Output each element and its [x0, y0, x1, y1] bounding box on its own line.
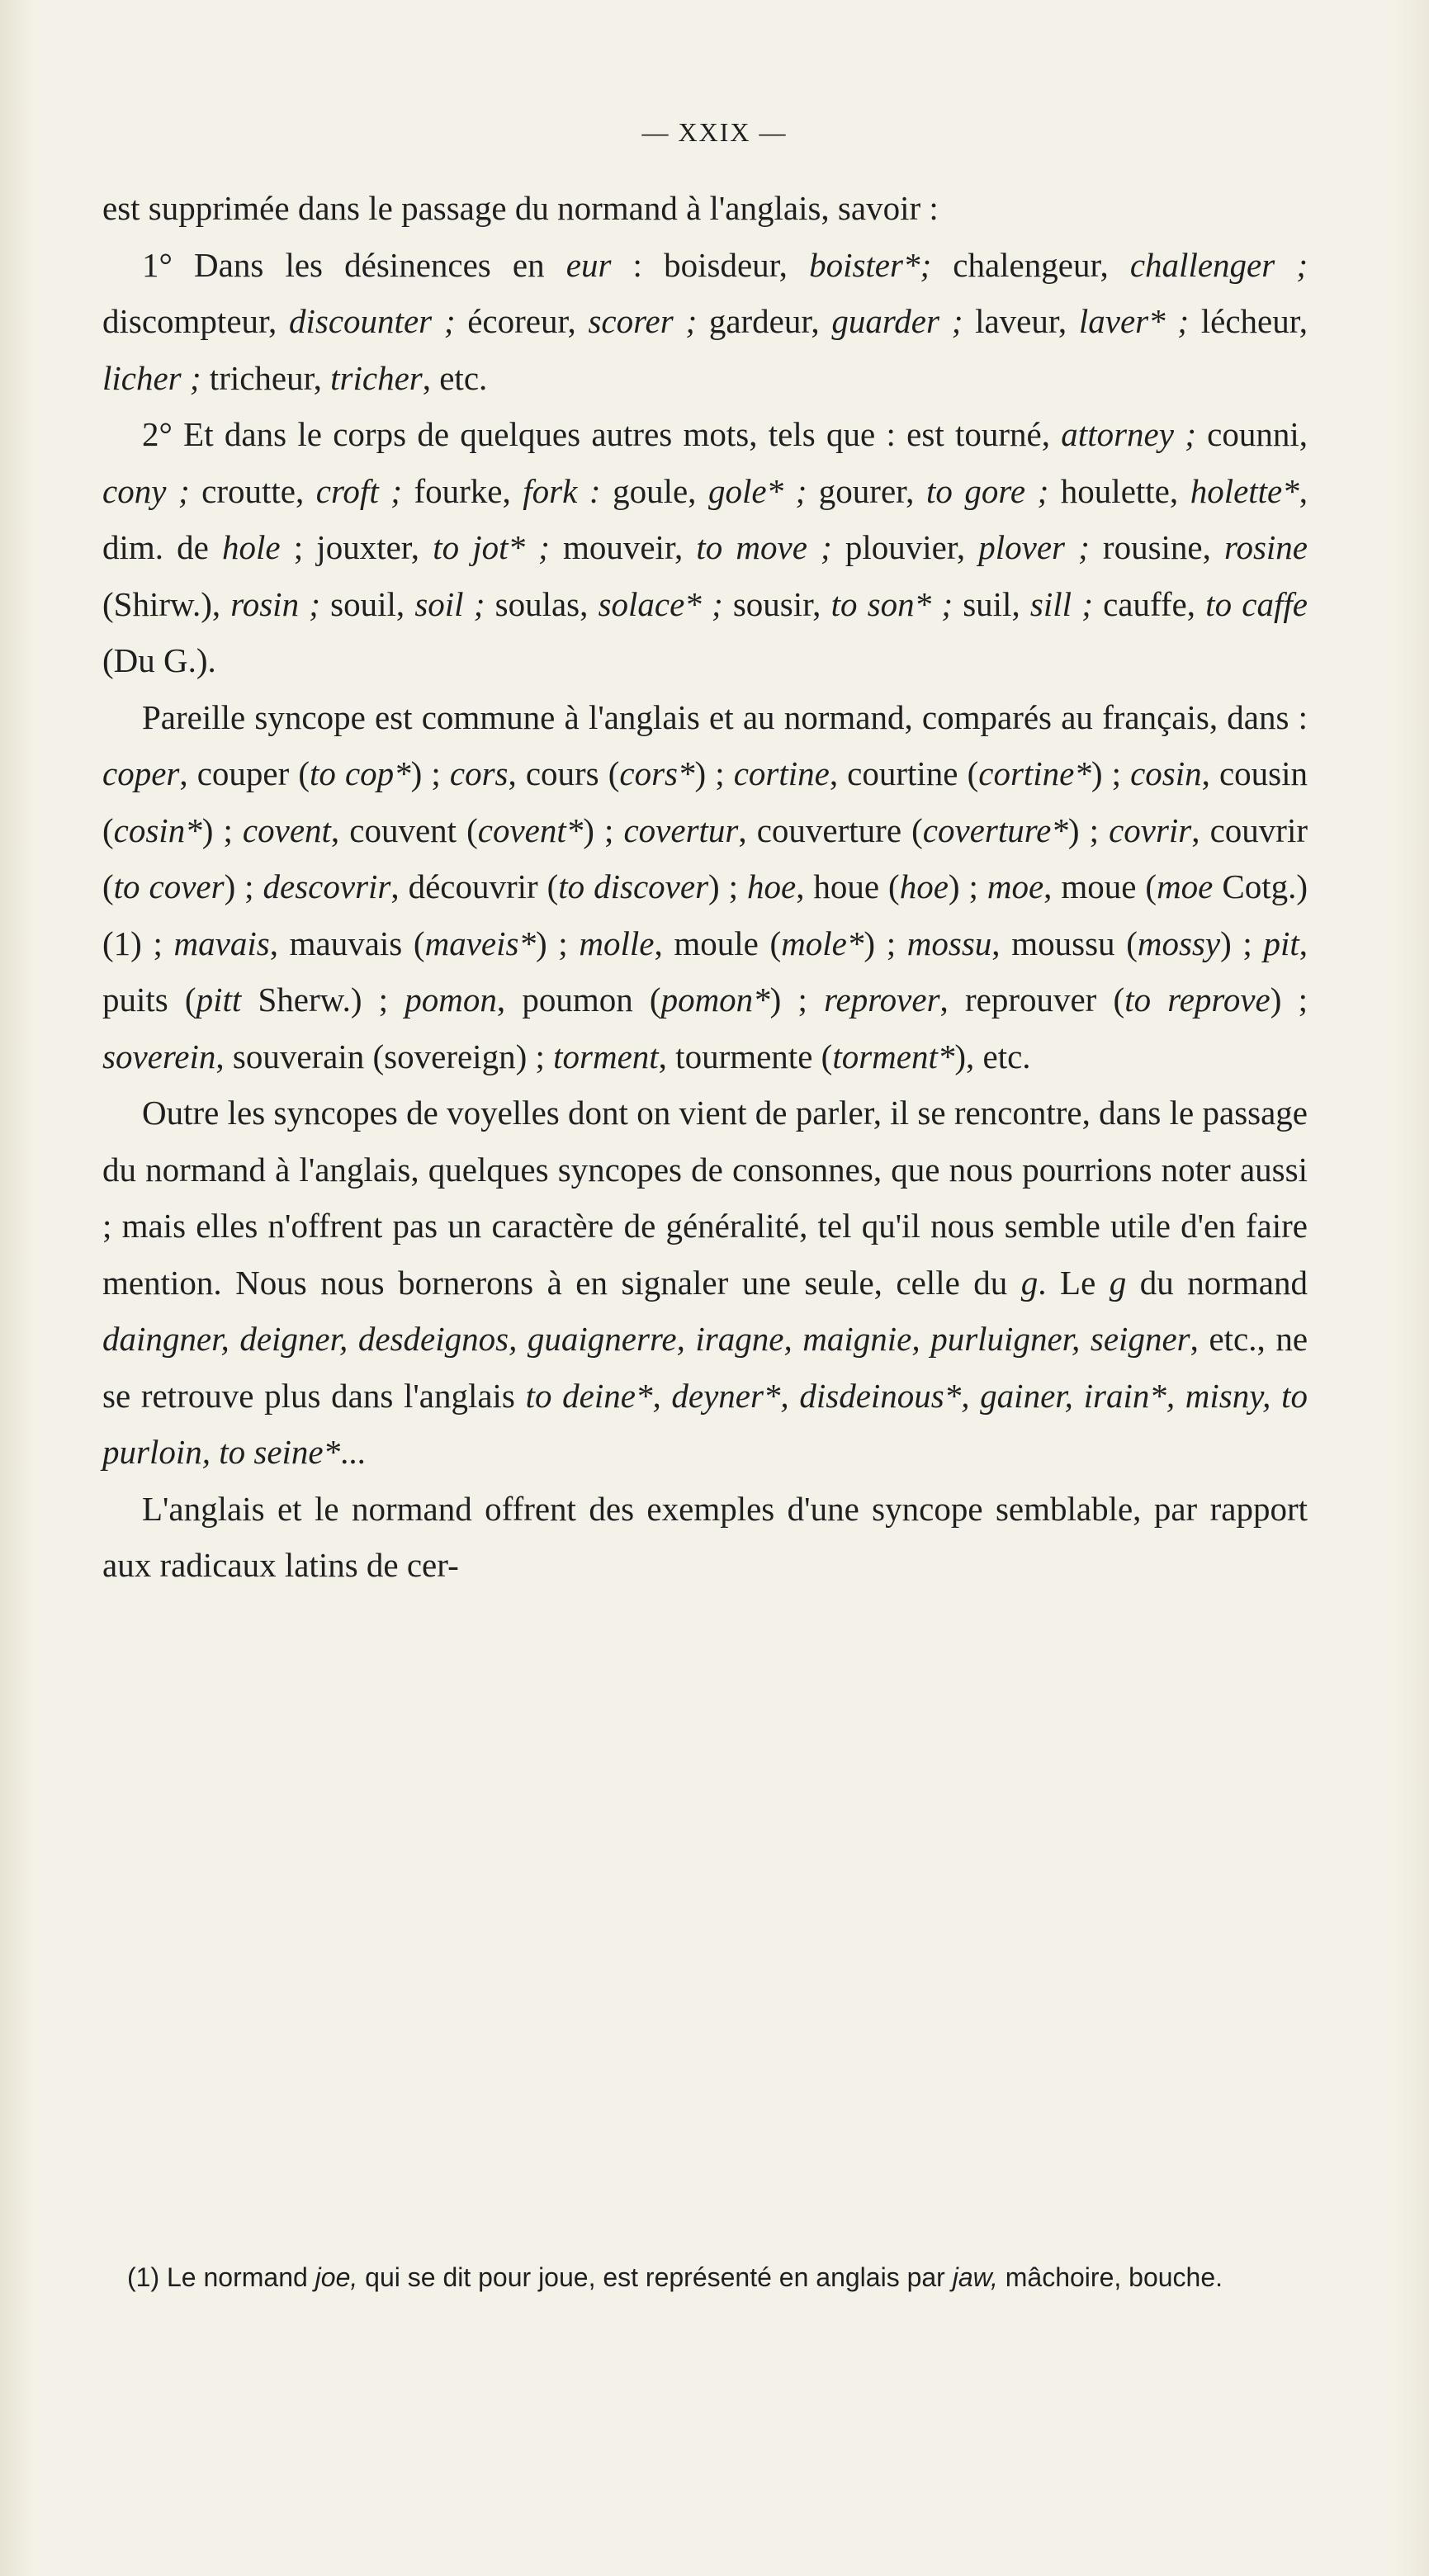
text-run: , reprouver ( [939, 981, 1125, 1019]
italic-term: hole [222, 528, 281, 566]
text-run: , couper ( [179, 754, 310, 792]
italic-term: soverein [102, 1037, 216, 1075]
italic-term: to discover [558, 867, 709, 905]
text-run: ) ; [769, 981, 825, 1019]
text-run: du normand [1126, 1263, 1308, 1302]
body-text [102, 180, 1308, 1594]
text-run: ) ; [1270, 981, 1308, 1019]
italic-term: discounter ; [289, 302, 456, 340]
text-run: suil, [953, 584, 1030, 623]
italic-term: pomon [405, 981, 497, 1019]
italic-term: solace* ; [598, 584, 723, 623]
text-run: fourke, [401, 471, 523, 510]
italic-term: covertur [623, 811, 739, 849]
italic-term: torment [553, 1037, 659, 1075]
italic-term: rosine [1224, 528, 1308, 566]
italic-term: to son* ; [830, 584, 953, 623]
text-run: ), etc. [954, 1037, 1031, 1075]
text-run: counni, [1195, 415, 1308, 453]
italic-term: to cop* [309, 754, 411, 792]
paragraph-2 [102, 237, 1308, 407]
text-run: croutte, [189, 471, 316, 510]
italic-term: boister*; [809, 245, 932, 284]
text-run: sousir, [722, 584, 831, 623]
italic-term: cortine* [978, 754, 1091, 792]
italic-term: to reprove [1124, 981, 1270, 1019]
text-run: rousine, [1089, 528, 1225, 566]
text-run: Cotg.) (1) ; [102, 867, 1308, 962]
italic-term: tricher [330, 358, 423, 397]
text-run: ) ; [583, 811, 624, 849]
italic-term: mossy [1137, 924, 1221, 962]
text-run: tricheur, [201, 358, 331, 397]
text-run: (1) Le normand [127, 2262, 315, 2292]
italic-term: molle [579, 924, 655, 962]
text-run: ) ; [224, 867, 263, 905]
italic-term: hoe [746, 867, 797, 905]
paragraph-5 [102, 1085, 1308, 1481]
italic-term: cosin [1130, 754, 1202, 792]
italic-term: eur [565, 245, 612, 284]
text-run: lécheur, [1189, 302, 1308, 340]
italic-term: daingner, deigner, desdeignos, guaignerre, iragne, maignie, purluigner, seigner [102, 1320, 1190, 1358]
text-run: plouvier, [831, 528, 979, 566]
italic-term: mossu [906, 924, 992, 962]
running-head: — XXIX — [641, 117, 788, 147]
italic-term: soil ; [414, 584, 485, 623]
italic-term: moe [987, 867, 1044, 905]
footnote-text [102, 2257, 1308, 2298]
text-run: cauffe, [1092, 584, 1206, 623]
text-run: ) ; [201, 811, 243, 849]
text-run: , souverain (sovereign) ; [215, 1037, 554, 1075]
italic-term: reprover [824, 981, 940, 1019]
italic-term: scorer ; [588, 302, 698, 340]
italic-term: licher ; [102, 358, 201, 397]
italic-term: to jot* ; [433, 528, 550, 566]
text-run: soulas, [485, 584, 599, 623]
text-run: chalengeur, [931, 245, 1130, 284]
text-run: Outre les syncopes de voyelles dont on vient de parler, il se rencontre, dans le passage du normand à l'anglais, quelques syncopes de consonnes, que nous pourrions noter aussi ; mais elles n'offrent pas un caractère de généralité, tel qu'il nous semble utile d'en faire mention. Nous nous bornerons à en signaler une seule, celle du [102, 1094, 1308, 1302]
italic-term: cors [449, 754, 509, 792]
italic-term: cors* [619, 754, 695, 792]
text-run: ) ; [410, 754, 450, 792]
text-run: , etc., ne se retrouve plus dans l'anglais [102, 1320, 1308, 1415]
italic-term: cosin* [113, 811, 202, 849]
text-run: , découvrir ( [390, 867, 559, 905]
paragraph-1 [102, 180, 1308, 237]
text-run: , tourmente ( [658, 1037, 833, 1075]
italic-term: challenger ; [1129, 245, 1308, 284]
italic-term: fork : [523, 471, 601, 510]
text-run: , moussu ( [991, 924, 1138, 962]
text-run: , houe ( [796, 867, 900, 905]
text-run: , poumon ( [496, 981, 661, 1019]
italic-term: gole* ; [707, 471, 807, 510]
text-run: houlette, [1048, 471, 1190, 510]
italic-term: g [1109, 1263, 1127, 1302]
text-run: Sherw.) ; [241, 981, 405, 1019]
text-run: L'anglais et le normand offrent des exemples d'une syncope semblable, par rapport aux radicaux latins de cer- [102, 1489, 1308, 1584]
italic-term: to cover [113, 867, 225, 905]
italic-term: to move ; [696, 528, 832, 566]
italic-term: to gore ; [925, 471, 1049, 510]
italic-term: coverture* [922, 811, 1068, 849]
text-run: (Du G.). [102, 641, 216, 679]
text-run: ) ; [1220, 924, 1264, 962]
italic-term: to caffe [1205, 584, 1308, 623]
italic-term: croft ; [315, 471, 402, 510]
italic-term: moe [1157, 867, 1214, 905]
italic-term: g [1020, 1263, 1039, 1302]
text-run: , moue ( [1043, 867, 1157, 905]
italic-term: sill ; [1029, 584, 1093, 623]
text-run: est supprimée dans le passage du normand à l'anglais, savoir : [102, 189, 939, 227]
text-run: mouveir, [549, 528, 697, 566]
paragraph-4 [102, 689, 1308, 1085]
text-run: . Le [1038, 1263, 1110, 1302]
text-run: , couvent ( [330, 811, 478, 849]
text-run: 2° Et dans le corps de quelques autres mots, tels que : est tourné, [142, 415, 1062, 453]
text-run: , couverture ( [738, 811, 923, 849]
text-run: , cours ( [508, 754, 620, 792]
italic-term: to deine*, deyner*, disdeinous*, gainer, irain*, misny, to purloin, to seine* [102, 1376, 1308, 1471]
text-run: , mauvais ( [269, 924, 425, 962]
text-run: 1° Dans les désinences en [142, 245, 566, 284]
text-run: gardeur, [697, 302, 832, 340]
text-run: , etc. [422, 358, 488, 397]
italic-term: covent* [477, 811, 584, 849]
text-run: ) ; [694, 754, 734, 792]
text-run: ) ; [864, 924, 907, 962]
italic-term: guarder ; [831, 302, 963, 340]
text-run: mâchoire, bouche. [997, 2262, 1223, 2292]
text-run: ) ; [1067, 811, 1110, 849]
italic-term: coper [102, 754, 180, 792]
text-run: laveur, [963, 302, 1079, 340]
text-run: , couvrir ( [102, 811, 1308, 905]
italic-term: pit [1263, 924, 1299, 962]
text-run: , puits ( [102, 924, 1308, 1019]
text-run: gourer, [807, 471, 926, 510]
italic-term: pomon* [660, 981, 770, 1019]
italic-term: cortine [733, 754, 830, 792]
paragraph-3 [102, 406, 1308, 689]
text-run: , cousin ( [102, 754, 1308, 849]
italic-term: laver* ; [1078, 302, 1189, 340]
text-run: goule, [600, 471, 708, 510]
italic-term: plover ; [978, 528, 1090, 566]
italic-term: descovrir [263, 867, 391, 905]
text-run: ) ; [708, 867, 747, 905]
italic-term: mole* [781, 924, 864, 962]
italic-term: torment* [832, 1037, 955, 1075]
text-run: , courtine ( [829, 754, 979, 792]
text-run: : boisdeur, [611, 245, 810, 284]
italic-term: rosin ; [230, 584, 320, 623]
italic-term: hoe [899, 867, 949, 905]
text-run: ) ; [948, 867, 987, 905]
italic-term: holette* [1190, 471, 1299, 510]
italic-term: pitt [196, 981, 242, 1019]
text-run: (Shirw.), [102, 584, 231, 623]
text-run: ... [340, 1433, 366, 1471]
text-run: ; jouxter, [280, 528, 433, 566]
italic-term: maveis* [424, 924, 536, 962]
text-run: , dim. de [102, 471, 1308, 566]
footnote [102, 2257, 1308, 2298]
italic-term: jaw, [952, 2262, 998, 2292]
text-run: discompteur, [102, 302, 290, 340]
text-run: , moule ( [654, 924, 782, 962]
italic-term: covrir [1109, 811, 1192, 849]
text-run: ) ; [1091, 754, 1131, 792]
text-run: souil, [319, 584, 415, 623]
italic-term: attorney ; [1061, 415, 1196, 453]
italic-term: mavais [173, 924, 270, 962]
text-run: ) ; [535, 924, 580, 962]
text-run: qui se dit pour joue, est représenté en anglais par [357, 2262, 953, 2292]
text-run: Pareille syncope est commune à l'anglais et au normand, comparés au français, dans : [142, 697, 1308, 736]
paragraph-6 [102, 1481, 1308, 1594]
italic-term: cony ; [102, 471, 190, 510]
italic-term: joe, [315, 2262, 358, 2292]
italic-term: covent [242, 811, 331, 849]
text-run: écoreur, [455, 302, 589, 340]
